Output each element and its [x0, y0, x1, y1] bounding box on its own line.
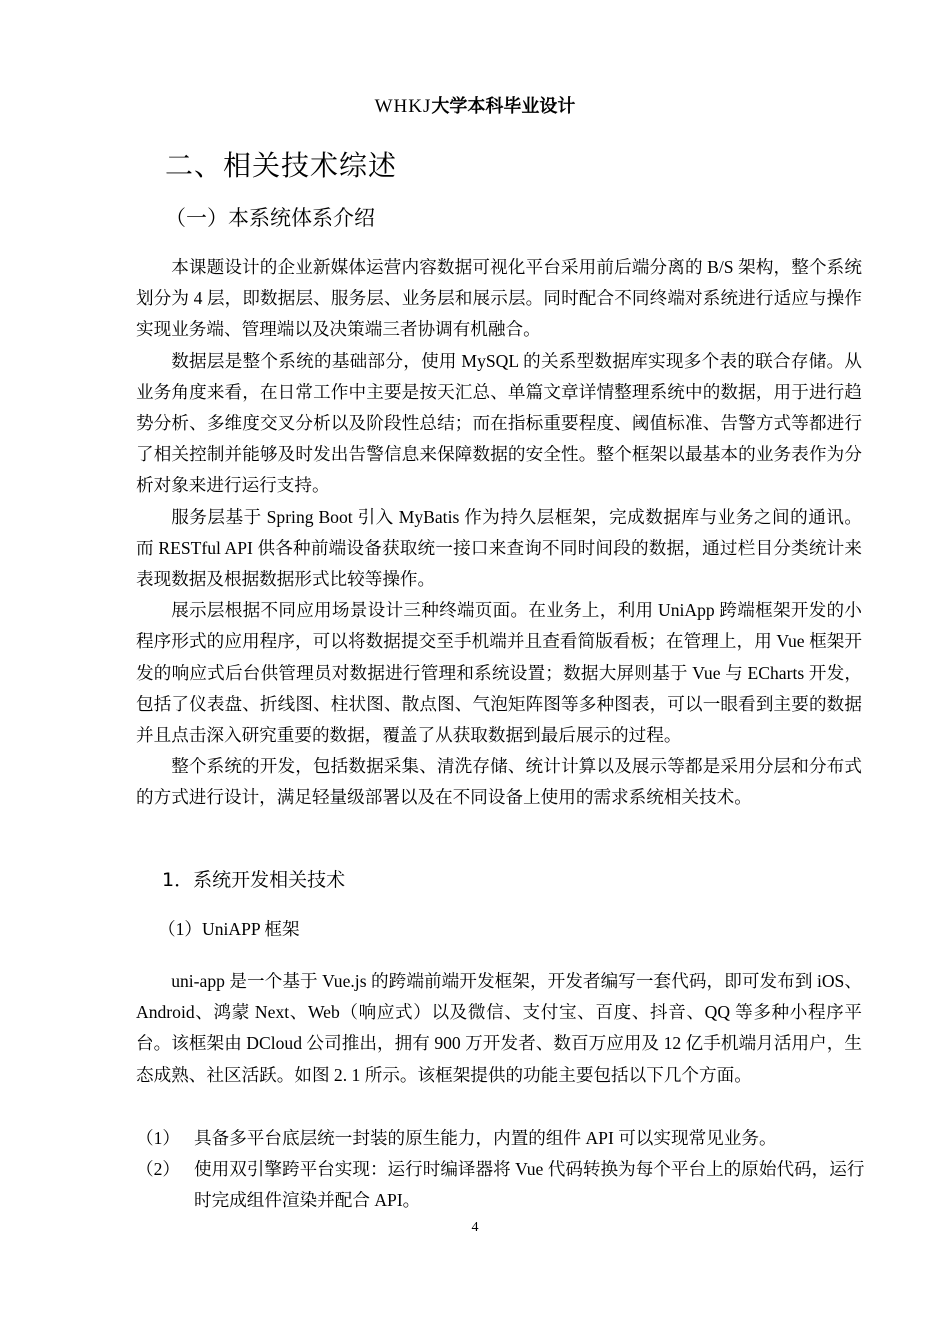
chapter-title: 二、相关技术综述	[165, 149, 398, 182]
page-header	[0, 93, 950, 120]
paragraph-presentation-layer: 展示层根据不同应用场景设计三种终端页面。在业务上，利用 UniApp 跨端框架开发的小程序形式的应用程序，可以将数据提交至手机端并且查看简版看板；在管理上，用 Vue 框架开发的响应式后台供管理员对数据进行管理和系统设置；数据大屏则基于 Vue 与 ECharts 开发，包括了仪表盘、折线图、柱状图、散点图、气泡矩阵图等多种图表，可以一眼看到主要的数据并且点击深入研究重要的数据，覆盖了从获取数据到最后展示的过程。	[136, 600, 862, 746]
feature-item	[136, 1123, 876, 1154]
feature-number: （1）	[136, 1128, 180, 1148]
subsection-title: 1．系统开发相关技术	[162, 869, 346, 891]
section-title: （一）本系统体系介绍	[165, 206, 375, 230]
paragraph-architecture: 本课题设计的企业新媒体运营内容数据可视化平台采用前后端分离的 B/S 架构，整个系统划分为 4 层，即数据层、服务层、业务层和展示层。同时配合不同终端对系统进行适应与操作实现业务端、管理端以及决策端三者协调有机融合。	[136, 257, 862, 340]
header-title: 大学本科毕业设计	[431, 96, 576, 117]
uniapp-body	[136, 966, 862, 1091]
feature-list	[136, 1123, 876, 1217]
section-body	[136, 252, 862, 814]
paragraph-service-layer: 服务层基于 Spring Boot 引入 MyBatis 作为持久层框架，完成数据库与业务之间的通讯。而 RESTful API 供各种前端设备获取统一接口来查询不同时间段的数据，通过栏目分类统计来表现数据及根据数据形式比较等操作。	[136, 506, 862, 590]
header-code: WHKJ	[374, 96, 432, 117]
paragraph-data-layer: 数据层是整个系统的基础部分，使用 MySQL 的关系型数据库实现多个表的联合存储。从业务角度来看，在日常工作中主要是按天汇总、单篇文章详情整理系统中的数据，用于进行趋势分析、多维度交叉分析以及阶段性总结；而在指标重要程度、阈值标准、告警方式等都进行了相关控制并能够及时发出告警信息来保障数据的安全性。整个框架以最基本的业务表作为分析对象来进行运行支持。	[136, 350, 862, 496]
paragraph-summary: 整个系统的开发，包括数据采集、清洗存储、统计计算以及展示等都是采用分层和分布式的方式进行设计，满足轻量级部署以及在不同设备上使用的需求系统相关技术。	[136, 756, 862, 808]
feature-text: 使用双引擎跨平台实现：运行时编译器将 Vue 代码转换为每个平台上的原始代码，运行时完成组件渲染并配合 API。	[194, 1159, 865, 1211]
feature-item	[136, 1154, 876, 1216]
feature-number: （2）	[136, 1159, 180, 1180]
paragraph-uniapp: uni-app 是一个基于 Vue.js 的跨端前端开发框架，开发者编写一套代码，即可发布到 iOS、Android、鸿蒙 Next、Web（响应式）以及微信、支付宝、百度、抖音、QQ 等多种小程序平台。该框架由 DCloud 公司推出，拥有 900 万开发者、数百万应用及 12 亿手机端月活用户，生态成熟、社区活跃。如图 2. 1 所示。该框架提供的功能主要包括以下几个方面。	[136, 971, 862, 1085]
feature-text: 具备多平台底层统一封装的原生能力，内置的组件 API 可以实现常见业务。	[194, 1128, 777, 1148]
subsubsection-title: （1）UniAPP 框架	[158, 919, 300, 939]
page-number: 4	[471, 1220, 479, 1235]
